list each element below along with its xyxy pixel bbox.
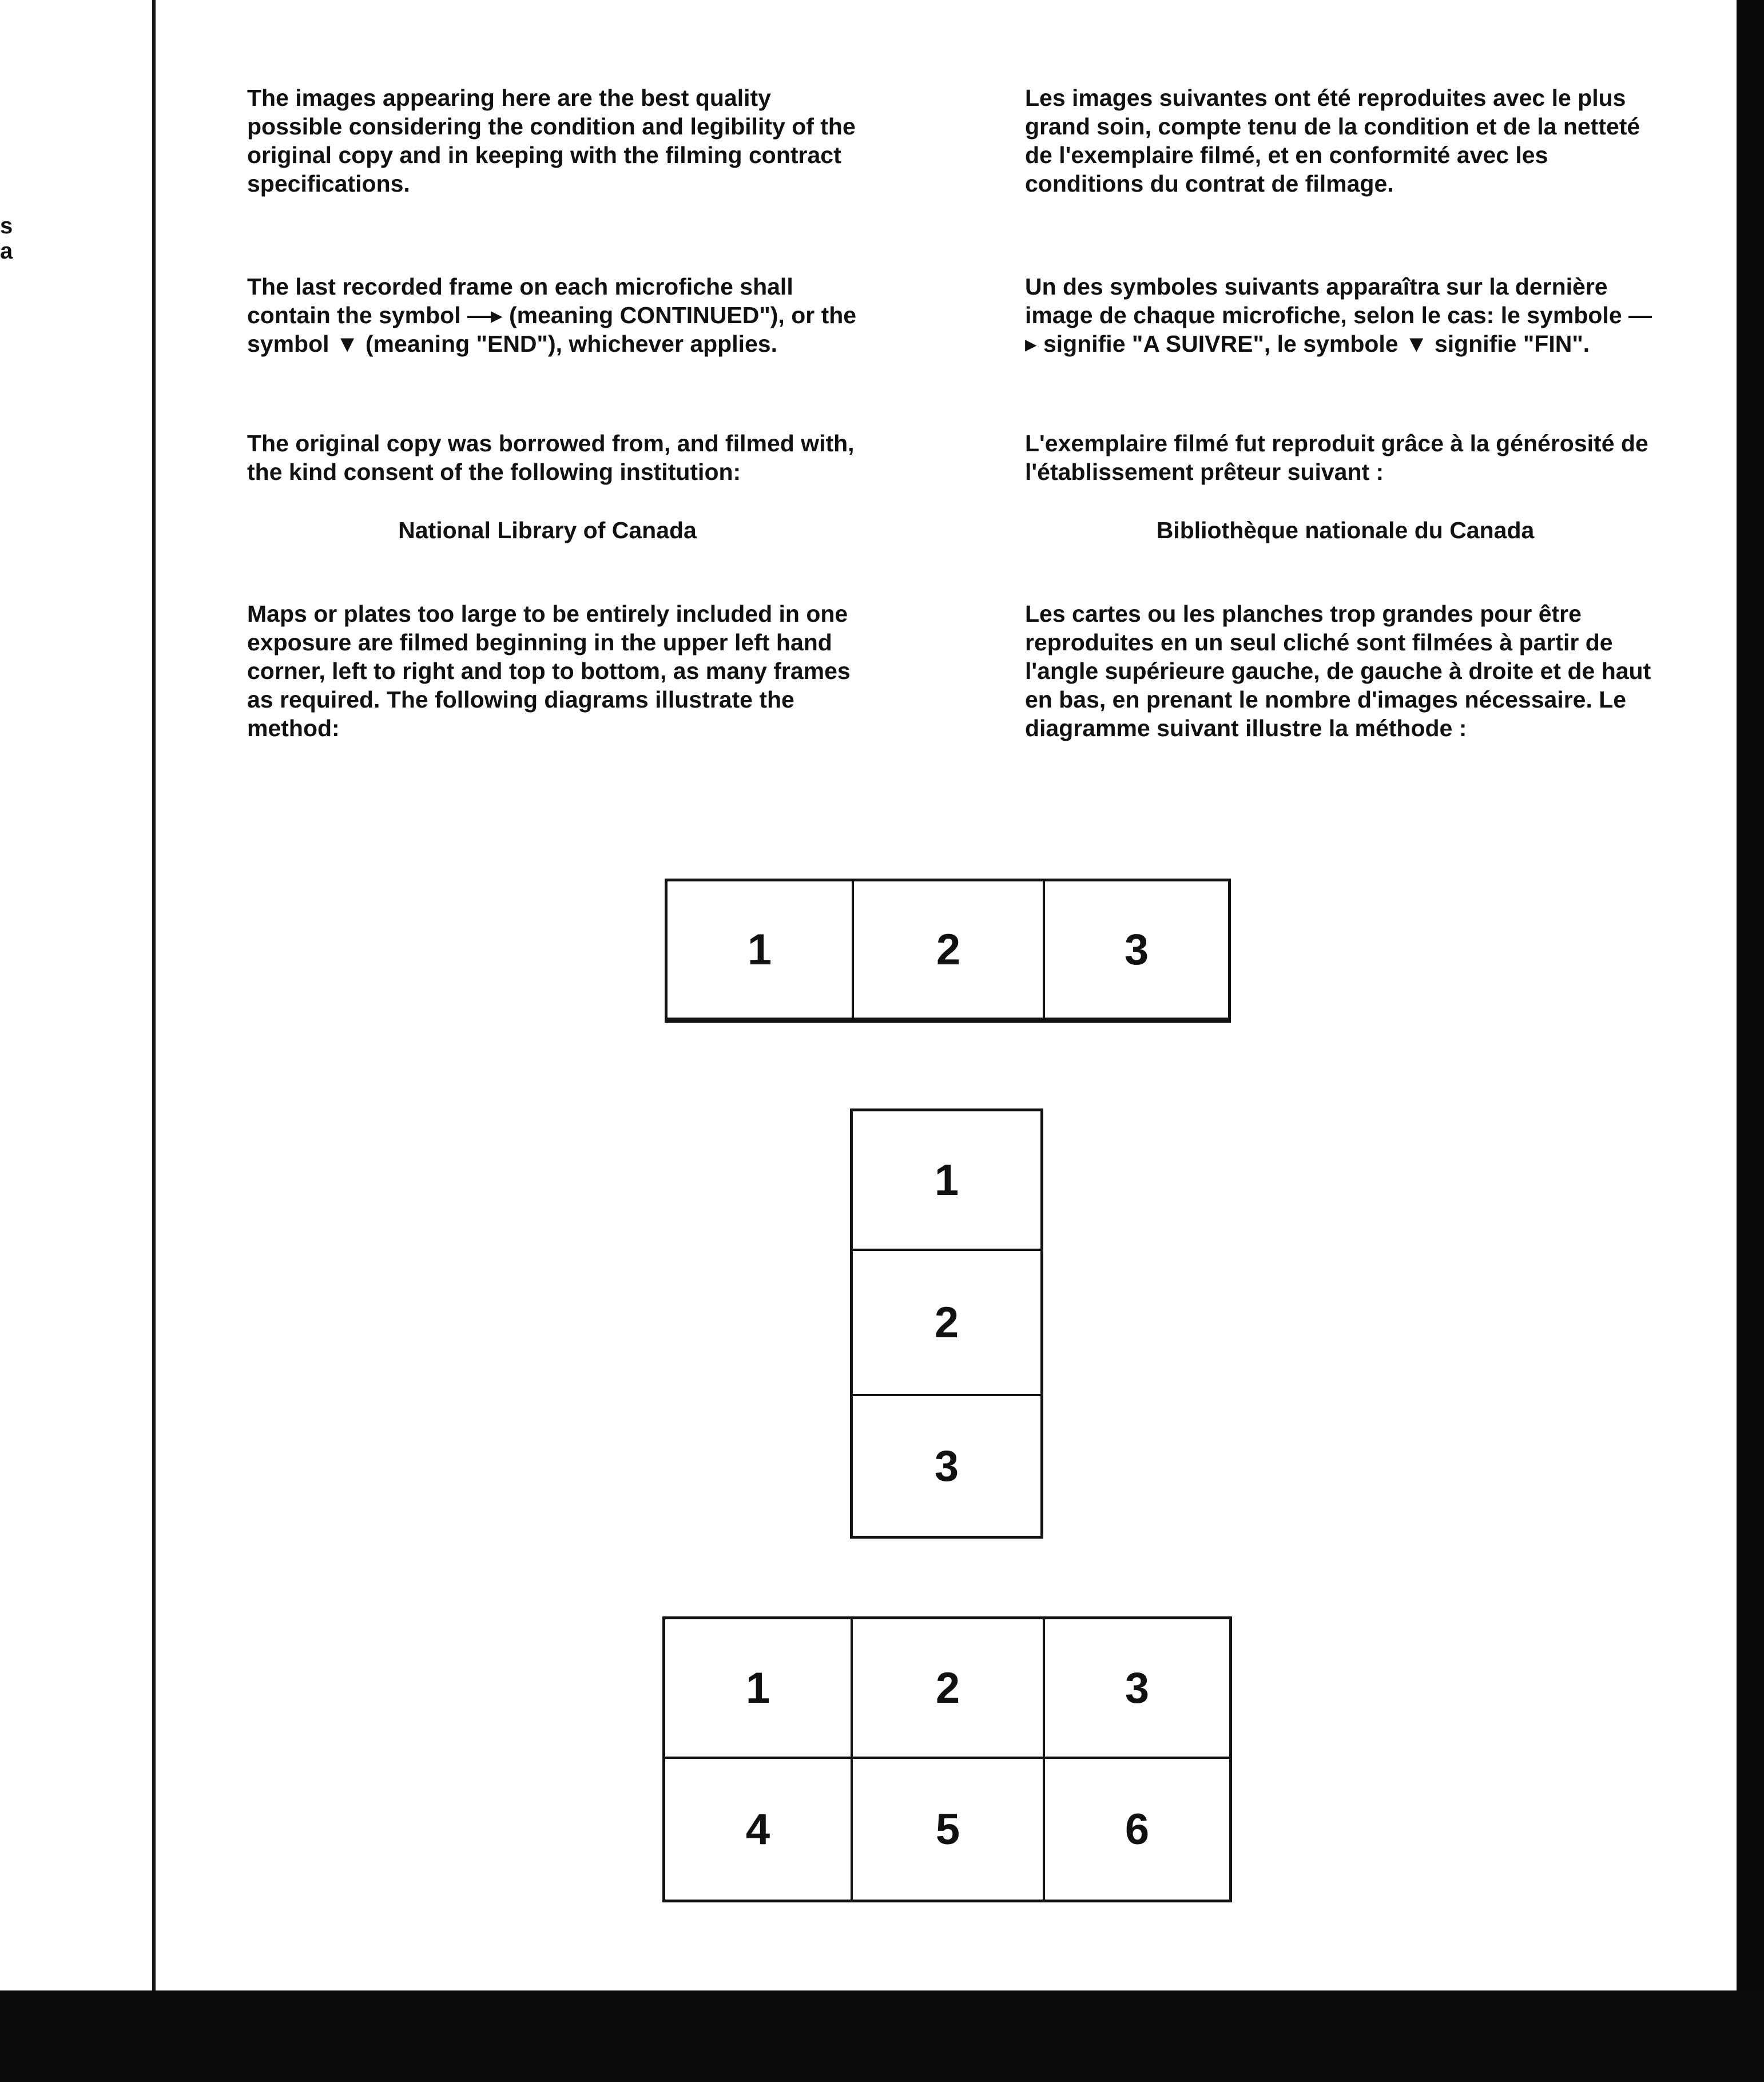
english-consent-paragraph: The original copy was borrowed from, and filmed with, the kind consent of the following institution:	[247, 430, 855, 485]
diagram-cell: 5	[853, 1759, 1045, 1900]
english-institution: National Library of Canada	[398, 517, 697, 543]
english-symbols-paragraph: The last recorded frame on each microfiche shall contain the symbol —▸ (meaning CONTINUED"), or the symbol ▼ (meaning "END"), whichever applies.	[247, 273, 857, 357]
diagram-cell: 3	[934, 1441, 959, 1491]
scan-edge-right	[1737, 0, 1764, 2082]
diagram-cell: 3	[1045, 881, 1228, 1020]
page-border-left	[152, 0, 156, 1997]
diagram-cell: 2	[853, 1619, 1045, 1759]
english-maps-paragraph: Maps or plates too large to be entirely included in one exposure are filmed beginning in the upper left hand corner, left to right and top to bottom, as many frames as required. The following diagrams illustrate the method:	[247, 601, 851, 741]
english-quality-paragraph: The images appearing here are the best quality possible considering the condition and legibility of the original copy and in keeping with the filming contract specifications.	[247, 85, 856, 197]
diagram-cell: 2	[853, 1251, 1040, 1396]
french-symbols-paragraph: Un des symboles suivants apparaîtra sur la dernière image de chaque microfiche, selon le cas: le symbole —▸ signifie "A SUIVRE", le symbole ▼ signifie "FIN".	[1025, 273, 1652, 357]
left-margin	[0, 0, 153, 2082]
diagram-column-of-three	[850, 1108, 1043, 1539]
diagram-grid-of-six	[662, 1616, 1232, 1902]
diagram-cell: 1	[668, 881, 854, 1020]
scan-edge-bottom	[0, 1990, 1764, 2082]
diagram-cell: 3	[1045, 1619, 1229, 1759]
diagram-cell: 1	[665, 1619, 853, 1759]
diagram-row-of-three	[665, 879, 1231, 1023]
diagram-cell: 6	[1125, 1805, 1150, 1854]
edge-fragment: a	[0, 239, 13, 264]
french-consent-paragraph: L'exemplaire filmé fut reproduit grâce à la générosité de l'établissement prêteur suivant :	[1025, 430, 1648, 485]
french-quality-paragraph: Les images suivantes ont été reproduites avec le plus grand soin, compte tenu de la condition et de la netteté de l'exemplaire filmé, et en conformité avec les conditions du contrat de filmage.	[1025, 85, 1640, 197]
french-maps-paragraph: Les cartes ou les planches trop grandes pour être reproduites en un seul cliché sont filmées à partir de l'angle supérieure gauche, de gauche à droite et de haut en bas, en prenant le nombre d'images nécessaire. Le diagramme suivant illustre la méthode :	[1025, 601, 1651, 741]
diagram-cell: 2	[854, 881, 1045, 1020]
diagram-cell: 4	[665, 1759, 853, 1900]
french-institution: Bibliothèque nationale du Canada	[1156, 517, 1535, 543]
edge-fragment: s	[0, 213, 13, 239]
diagram-cell: 1	[853, 1111, 1040, 1251]
